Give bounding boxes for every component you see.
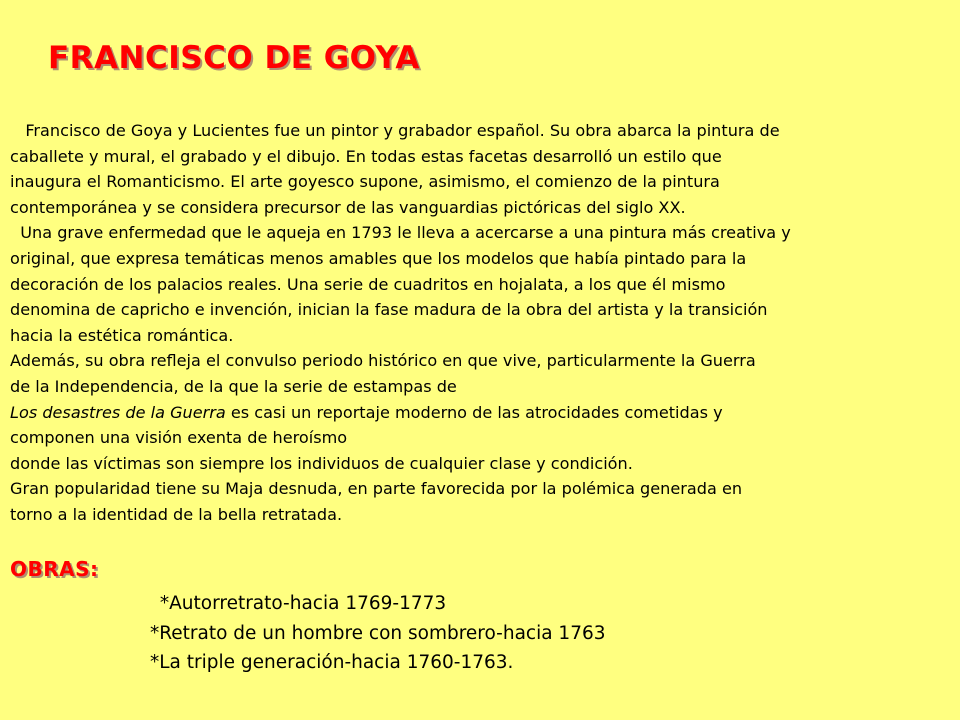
text-line: Una grave enfermedad que le aqueja en 1793 le lleva a acercarse a una pintura más creativa y (10, 223, 791, 243)
work-item: *Retrato de un hombre con sombrero-hacia 1763 (150, 622, 606, 644)
text-line: Además, su obra refleja el convulso periodo histórico en que vive, particularmente la Guerra (10, 351, 756, 371)
text-line-rest: es casi un reportaje moderno de las atrocidades cometidas y (225, 402, 723, 422)
text-line: contemporánea y se considera precursor de las vanguardias pictóricas del siglo XX. (10, 197, 686, 217)
obras-heading: OBRAS: (10, 557, 99, 581)
text-line: componen una visión exenta de heroísmo (10, 428, 348, 448)
text-line: Gran popularidad tiene su Maja desnuda, en parte favorecida por la polémica generada en (10, 479, 743, 499)
work-title-italic: Los desastres de la Guerra (10, 402, 226, 422)
text-line: inaugura el Romanticismo. El arte goyesco supone, asimismo, el comienzo de la pintura (10, 172, 720, 192)
works-list (150, 589, 606, 678)
text-line: donde las víctimas son siempre los individuos de cualquier clase y condición. (10, 453, 633, 473)
biography-text (10, 118, 955, 528)
text-line: hacia la estética romántica. (10, 325, 234, 345)
text-line: Francisco de Goya y Lucientes fue un pintor y grabador español. Su obra abarca la pintura de (10, 121, 780, 140)
text-line: caballete y mural, el grabado y el dibujo. En todas estas facetas desarrolló un estilo que (10, 146, 722, 166)
text-line-italic-title (10, 400, 955, 426)
text-line: de la Independencia, de la que la serie de estampas de (10, 376, 457, 396)
work-item: *Autorretrato-hacia 1769-1773 (154, 593, 447, 614)
work-item: *La triple generación-hacia 1760-1763. (150, 652, 514, 673)
text-line: denomina de capricho e invención, inician la fase madura de la obra del artista y la transición (10, 300, 768, 320)
text-line: torno a la identidad de la bella retratada. (10, 504, 343, 524)
text-line: decoración de los palacios reales. Una serie de cuadritos en hojalata, a los que él mismo (10, 274, 726, 294)
text-line: original, que expresa temáticas menos amables que los modelos que había pintado para la (10, 248, 747, 268)
page-title: FRANCISCO DE GOYA (48, 40, 420, 76)
